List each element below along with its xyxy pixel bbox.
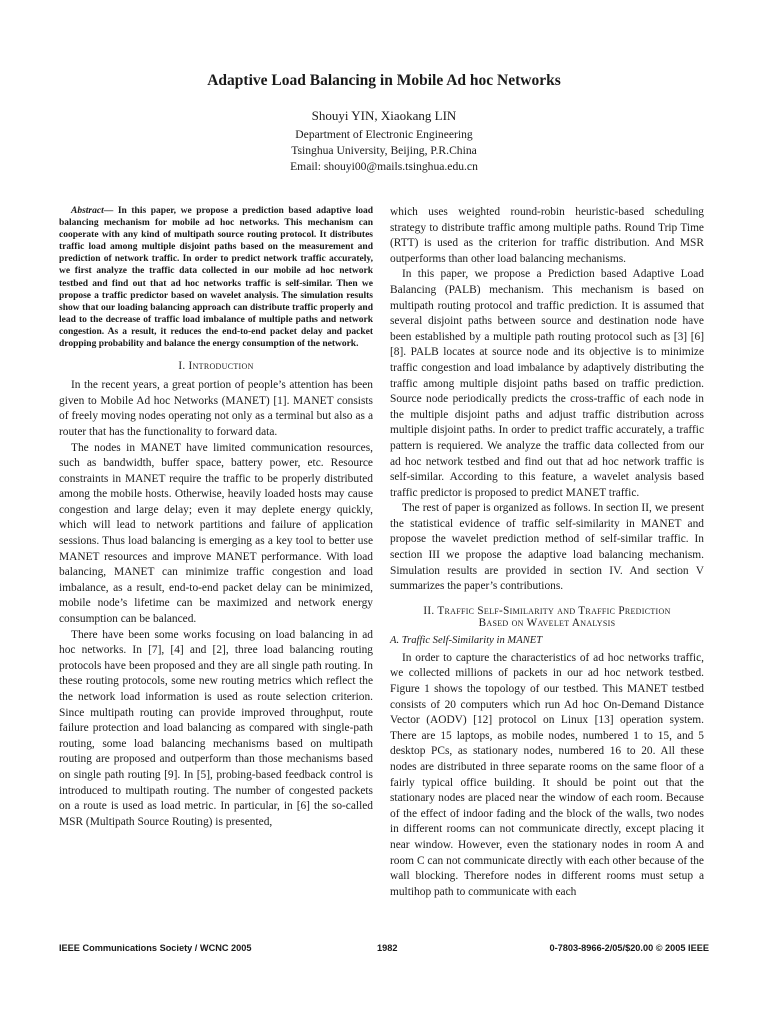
paragraph: In this paper, we propose a Prediction based Adaptive Load Balancing (PALB) mechanism. This mechanism is based on multipath routing protocol and traffic prediction. It is assumed that several disjoint paths between source and destination node have been established by a multiple path routing protocol such as [3] [6] [8]. PALB locates at source node and its objective is to minimize traffic congestion and load imbalance by adaptively distributing the traffic among multiple disjoint paths based on traffic prediction. Source node periodically predicts the cross-traffic of each node in the multiple disjoint paths and adjust traffic distribution across multiple disjoint paths. In order to predict traffic accurately, a traffic pattern is requiered. We analyze the traffic data collected from our ad hoc network testbed and find out that ad hoc network traffic is self-similar. According to this feature, a wavelet analysis based traffic predictor is proposed to predict MANET traffic. [390,268,704,499]
paper-header [0,72,768,175]
section-heading-2-line2: Based on Wavelet Analysis [478,616,616,629]
subsection-heading-2a: A. Traffic Self-Similarity in MANET [390,634,543,646]
left-column [59,205,373,830]
paragraph: In the recent years, a great portion of people’s attention has been given to Mobile Ad hoc Networks (MANET) [1]. MANET consists of freely moving nodes operating not only as a terminal but also as a router that has the functionality to forward data. [59,379,373,438]
abstract-text: — In this paper, we propose a prediction based adaptive load balancing mechanism for mobile ad hoc networks. This mechanism can cooperate with any kind of multipath source routing protocol. It distributes traffic load among multiple disjoint paths based on the measurement and prediction of network traffic. In order to predict network traffic accurately, we first analyze the traffic data collected in our mobile ad hoc network testbed and find out that ad hoc networks traffic is self-similar. Then we propose a traffic predictor based on wavelet analysis. The simulation results show that our loading balancing approach can distribute traffic properly and lead to the decrease of traffic load imbalance of multiple paths and network congestion. As a result, it reduces the end-to-end packet delay and packet dropping probability and balance the energy consumption of the network. [59,206,373,350]
paper-title: Adaptive Load Balancing in Mobile Ad hoc Networks [207,72,561,89]
page-number: 1982 [377,943,398,953]
paragraph: The nodes in MANET have limited communication resources, such as bandwidth, buffer space, battery power, etc. Resource constraints in MANET require the traffic to be properly distributed among the mobile hosts. Otherwise, heavily loaded hosts may cause congestion and large delay; even it may deplete energy quickly, which will lead to network partitions and failure of application sessions. Thus load balancing is emerging as a key tool to better use MANET resources and improve MANET performance. With load balancing, MANET can minimize traffic congestion and load imbalance, as a result, end-to-end packet delay can be minimized, mobile node’s lifetime can be maximized and network energy consumption can be balanced. [59,441,373,626]
affiliation-dept: Department of Electronic Engineering [295,128,473,141]
paragraph: There have been some works focusing on load balancing in ad hoc networks. In [7], [4] and [2], three load balancing routing protocols have been proposed and they are all single path routing. In these routing protocols, some new routing metrics which reflect the the network load information is used as route selection criterion. Since multipath routing can provide improved throughput, route failure protection and load balancing as compared with single-path routing, some load balancing mechanisms based on multipath routing are proposed and outperform than those mechanisms based on single path routing [9]. In [5], probing-based feedback control is introduced to multipath routing. The number of congested packets on a route is used as load metric. In particular, in [6] the so-called MSR (Multipath Source Routing) is presented, [59,628,373,828]
author-names: Shouyi YIN, Xiaokang LIN [311,108,457,123]
paragraph: In order to capture the characteristics of ad hoc networks traffic, we collected millions of packets in our ad hoc network testbed. Figure 1 shows the topology of our testbed. This MANET testbed consists of 20 computers which run Ad hoc On-Demand Distance Vector (AODV) [12] protocol on Linux [13] operation system. There are 15 laptops, as mobile nodes, numbered 1 to 15, and 5 desktop PCs, as stationary nodes, numbered 16 to 20. All these nodes are distributed in three separate rooms on the same floor of a fairly typical office building. It should be point out that the stationary nodes are placed near the window of each room. Because of the effect of indoor fading and the block of the walls, two nodes in different rooms can not communicate directly, except placing it near window. However, even the stationary nodes in room A and room C can not communicate directly with each other because of the wall blocking. Therefore nodes in different rooms must setup a multihop path to communicate with each [390,651,704,898]
abstract [59,205,373,350]
abstract-label: Abstract [71,206,104,216]
paragraph: which uses weighted round-robin heuristic-based scheduling strategy to distribute traffic among multiple paths. Round Trip Time (RTT) is used as the criterion for traffic distribution. And MSR outperforms than other load balancing mechanisms. [390,206,704,265]
footer-venue: IEEE Communications Society / WCNC 2005 [59,943,252,953]
affiliation-univ: Tsinghua University, Beijing, P.R.China [291,144,477,157]
footer-copyright: 0-7803-8966-2/05/$20.00 © 2005 IEEE [549,943,709,953]
author-email: Email: shouyi00@mails.tsinghua.edu.cn [290,160,478,173]
right-column [390,205,704,900]
section-heading-introduction: I. Introduction [178,360,254,373]
section-heading-2-line1: II. Traffic Self-Similarity and Traffic Prediction [423,604,671,617]
paragraph: The rest of paper is organized as follows. In section II, we present the statistical evidence of traffic self-similarity in MANET and propose the wavelet prediction method of self-similar traffic. In section III we propose the adaptive load balancing mechanism. Simulation results are provided in section IV. And section V summarizes the paper’s contributions. [390,502,704,593]
